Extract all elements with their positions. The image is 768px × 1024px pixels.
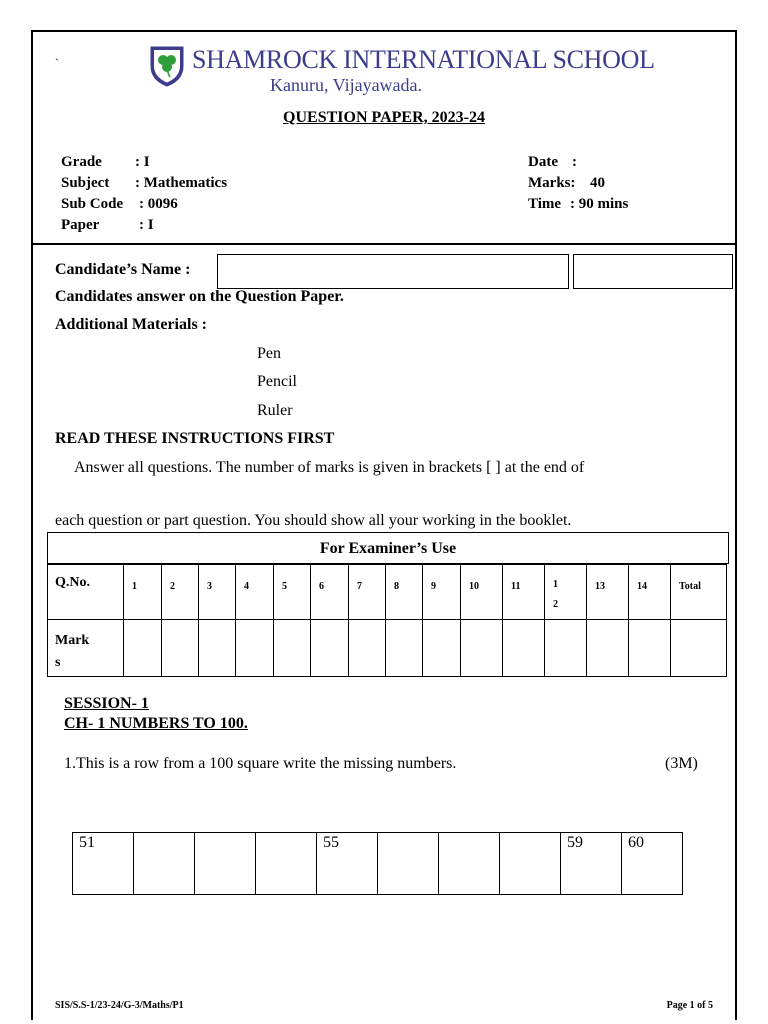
meta-date: Date :: [528, 154, 577, 170]
hundred-square-row: [72, 832, 683, 895]
marks-cell[interactable]: [236, 620, 274, 677]
qno-cell: 6: [311, 565, 349, 620]
school-crest-icon: [149, 44, 185, 88]
candidate-name-label: Candidate’s Name :: [55, 261, 191, 278]
marks-cell[interactable]: [311, 620, 349, 677]
qno-cell: 1 2: [545, 565, 587, 620]
paper-title: QUESTION PAPER, 2023-24: [283, 109, 485, 126]
meta-grade: Grade : I: [61, 154, 150, 170]
hundred-cell: 55: [317, 833, 378, 895]
meta-paper: Paper : I: [61, 217, 154, 233]
header-divider: [31, 243, 737, 245]
hundred-cell-blank[interactable]: [134, 833, 195, 895]
chapter-title: CH- 1 NUMBERS TO 100.: [64, 715, 248, 732]
qno-cell: 5: [274, 565, 311, 620]
hundred-cell-blank[interactable]: [500, 833, 561, 895]
marks-cell[interactable]: [274, 620, 311, 677]
qno-total: Total: [671, 565, 727, 620]
examiner-title: For Examiner’s Use: [47, 532, 729, 564]
marks-cell[interactable]: [386, 620, 423, 677]
stray-mark: `: [55, 56, 59, 70]
marks-cell[interactable]: [629, 620, 671, 677]
instructions-heading: READ THESE INSTRUCTIONS FIRST: [55, 430, 335, 447]
meta-subject: Subject : Mathematics: [61, 175, 228, 191]
school-location: Kanuru, Vijayawada.: [270, 75, 423, 95]
footer-code: SIS/S.S-1/23-24/G-3/Maths/P1: [55, 1000, 184, 1011]
candidate-number-field[interactable]: [573, 254, 733, 289]
marks-cell[interactable]: [587, 620, 629, 677]
qno-cell: 2: [162, 565, 199, 620]
question-1-marks: (3M): [665, 755, 698, 772]
hundred-cell-blank[interactable]: [256, 833, 317, 895]
marks-cell[interactable]: [349, 620, 386, 677]
marks-label: Mark s: [48, 620, 124, 677]
qno-cell: 4: [236, 565, 274, 620]
marks-row: [48, 620, 727, 677]
instructions-line-2: each question or part question. You should show all your working in the booklet.: [55, 512, 572, 529]
footer-page: Page 1 of 5: [666, 1000, 713, 1011]
instructions-line-1: Answer all questions. The number of marks is given in brackets [ ] at the end of: [74, 459, 585, 476]
qno-cell: 7: [349, 565, 386, 620]
marks-cell[interactable]: [423, 620, 461, 677]
marks-cell[interactable]: [124, 620, 162, 677]
qno-label: Q.No.: [48, 565, 124, 620]
hundred-cell: 59: [561, 833, 622, 895]
hundred-cell-blank[interactable]: [195, 833, 256, 895]
school-name: SHAMROCK INTERNATIONAL SCHOOL: [192, 45, 655, 74]
marks-cell[interactable]: [461, 620, 503, 677]
qno-cell: 10: [461, 565, 503, 620]
qno-cell: 13: [587, 565, 629, 620]
marks-cell[interactable]: [162, 620, 199, 677]
material-item: Ruler: [257, 402, 293, 419]
hundred-cell-blank[interactable]: [439, 833, 500, 895]
question-1-text: 1.This is a row from a 100 square write the missing numbers.: [64, 755, 457, 772]
marks-total-cell[interactable]: [671, 620, 727, 677]
qno-cell: 14: [629, 565, 671, 620]
material-item: Pencil: [257, 373, 297, 390]
qno-cell: 9: [423, 565, 461, 620]
hundred-cell-blank[interactable]: [378, 833, 439, 895]
qno-cell: 1: [124, 565, 162, 620]
marks-cell[interactable]: [503, 620, 545, 677]
qno-cell: 3: [199, 565, 236, 620]
meta-time: Time : 90 mins: [528, 196, 629, 212]
candidate-name-field[interactable]: [217, 254, 569, 289]
meta-subcode: Sub Code : 0096: [61, 196, 178, 212]
qno-row: [48, 565, 727, 620]
materials-label: Additional Materials :: [55, 316, 207, 333]
qno-cell: 8: [386, 565, 423, 620]
marks-cell[interactable]: [199, 620, 236, 677]
material-item: Pen: [257, 345, 281, 362]
session-title: SESSION- 1: [64, 695, 149, 712]
examiner-table: [47, 564, 727, 677]
answer-note: Candidates answer on the Question Paper.: [55, 288, 344, 305]
qno-cell: 11: [503, 565, 545, 620]
hundred-cell: 51: [73, 833, 134, 895]
marks-cell[interactable]: [545, 620, 587, 677]
hundred-cell: 60: [622, 833, 683, 895]
meta-marks: Marks: 40: [528, 175, 605, 191]
